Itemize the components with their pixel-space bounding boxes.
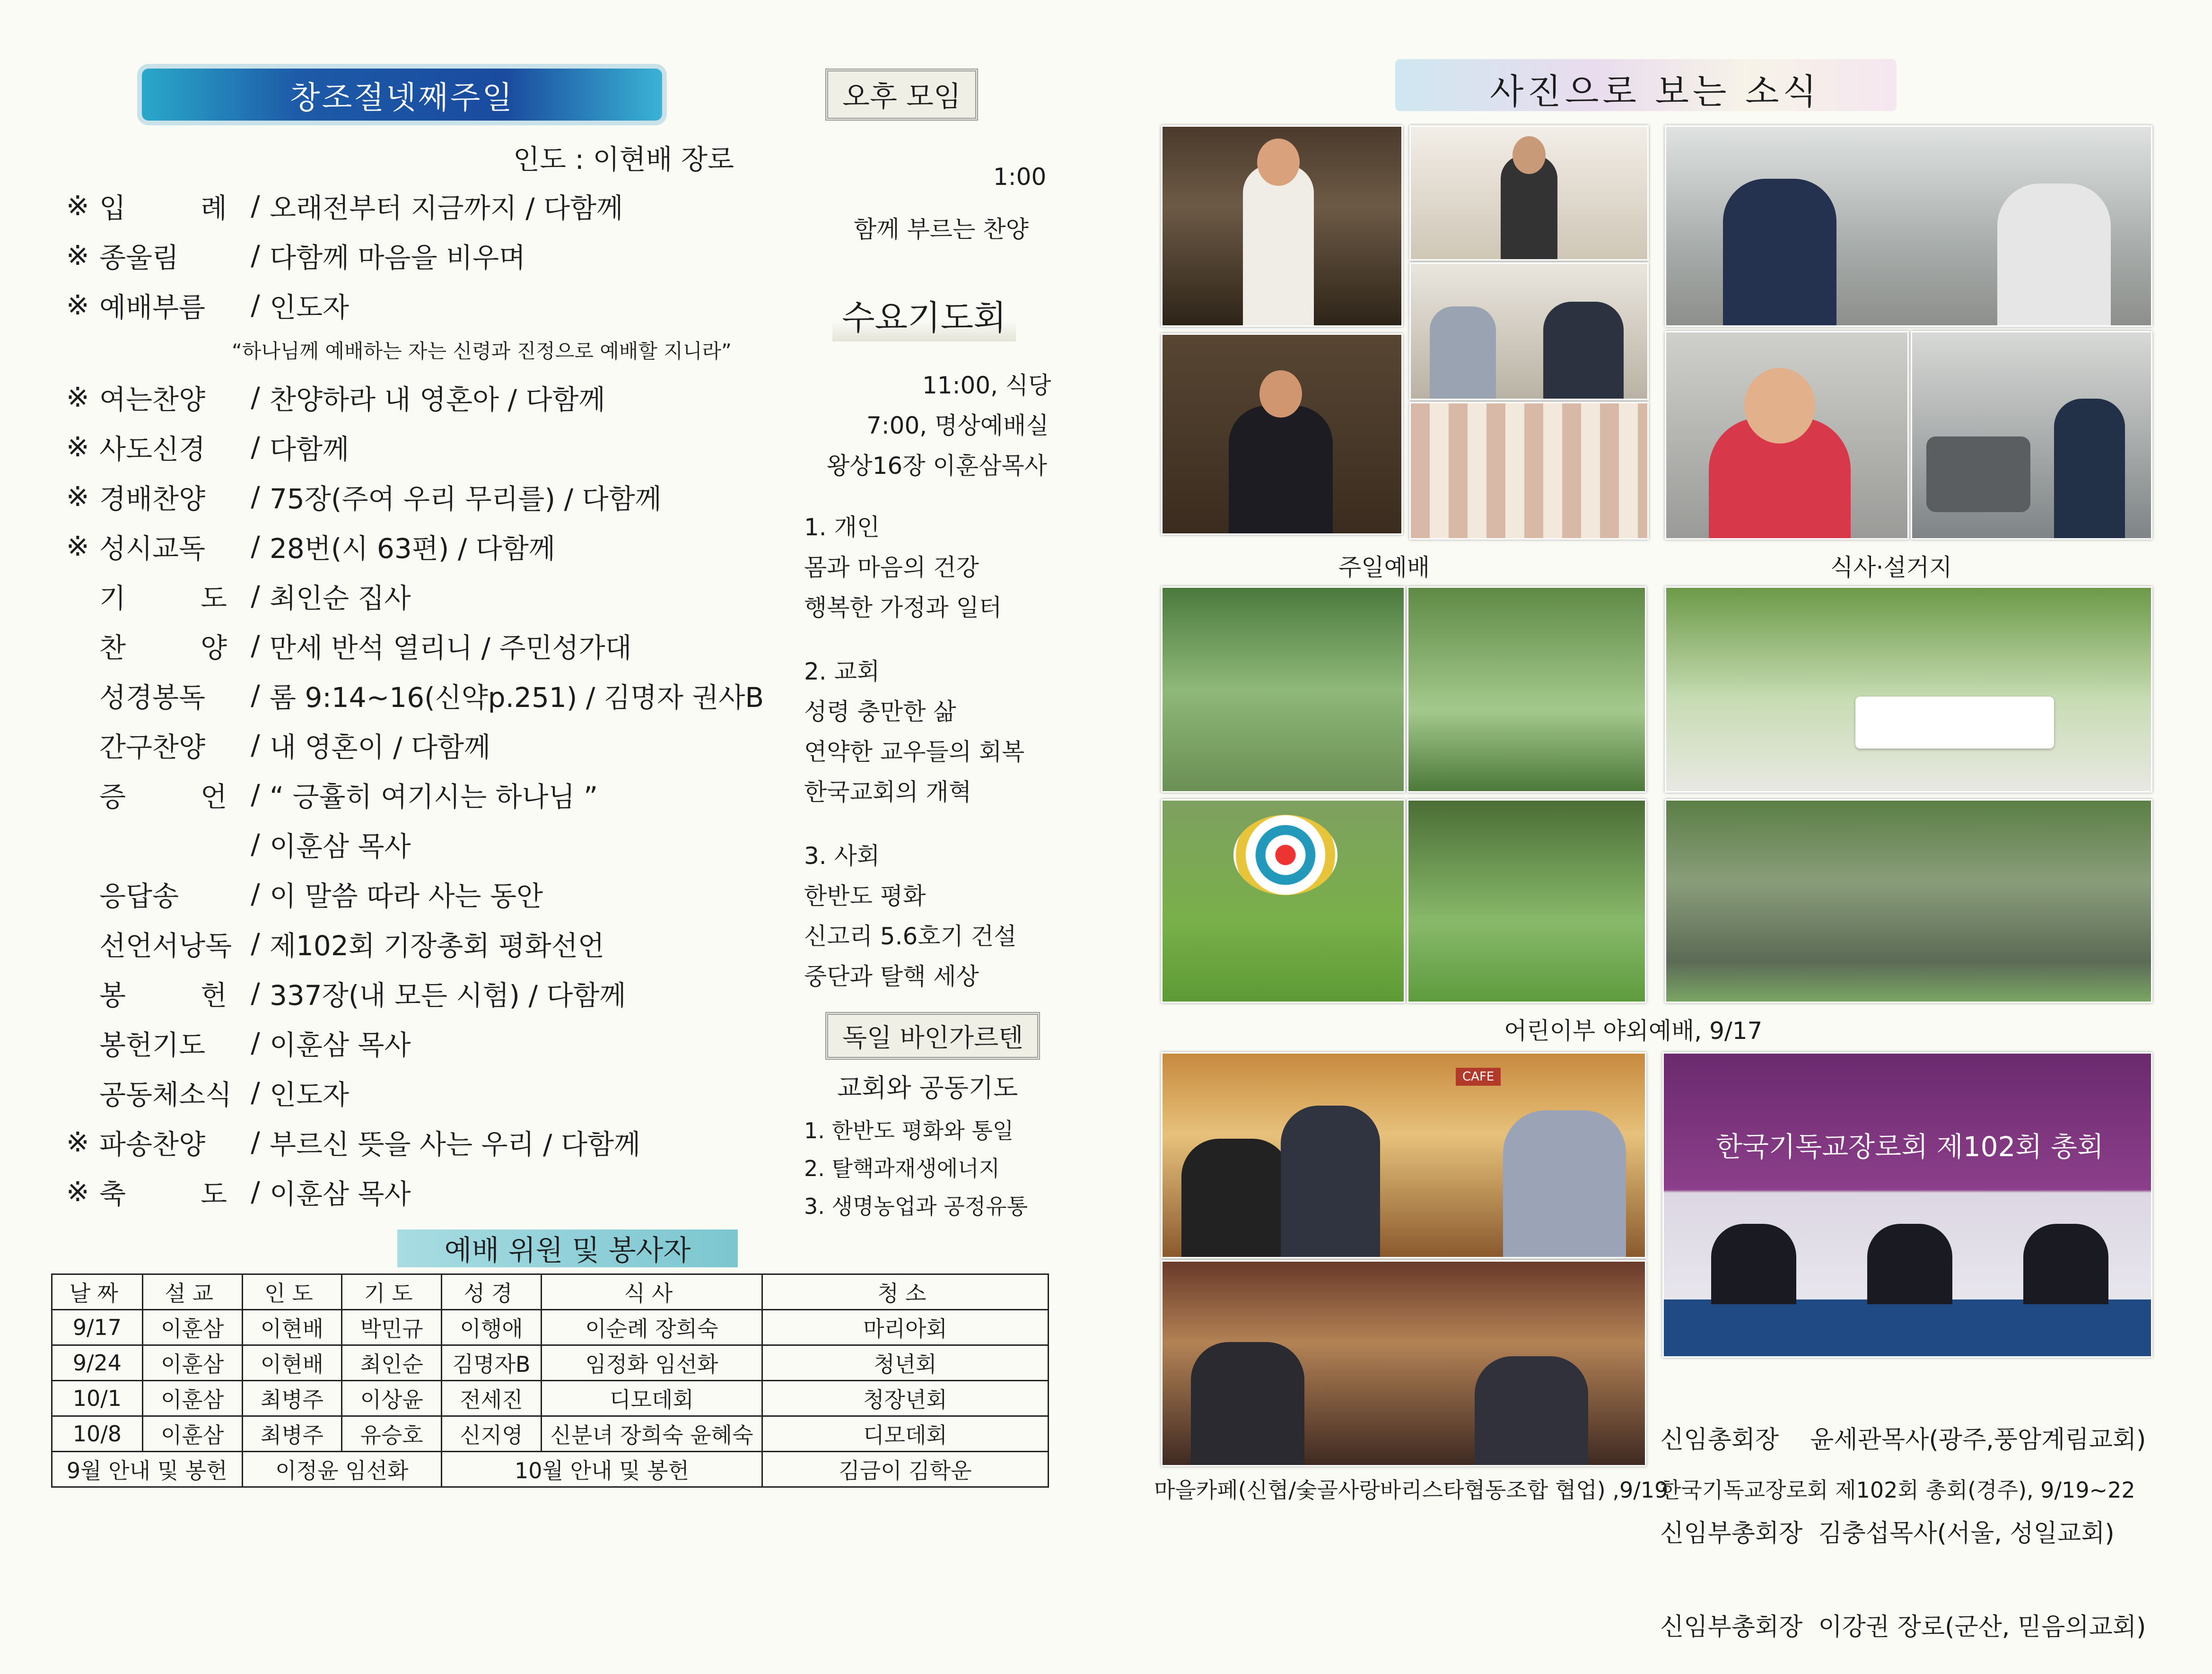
- separator: /: [251, 977, 260, 1009]
- separator: /: [251, 580, 260, 612]
- table-cell: 전세진: [442, 1381, 542, 1416]
- order-label: 봉헌기도: [99, 1029, 206, 1061]
- order-row: [66, 974, 626, 1012]
- table-row: [52, 1381, 1049, 1416]
- prayer-heading: 1. 개인: [804, 514, 880, 541]
- wed-line-3: 왕상16장 이훈삼목사: [827, 452, 1047, 480]
- order-row: [66, 924, 604, 962]
- required-mark: ※: [66, 381, 89, 413]
- order-text: 인도자: [270, 291, 350, 323]
- prayer-item: 연약한 교우들의 회복: [804, 738, 1025, 766]
- order-label: 선언서낭독: [99, 930, 232, 962]
- order-text: 부르신 뜻을 사는 우리 / 다함께: [270, 1128, 641, 1160]
- required-mark: ※: [66, 289, 89, 321]
- table-cell: 이현배: [242, 1310, 342, 1345]
- prayer-item: 한국교회의 개혁: [804, 778, 971, 806]
- separator: /: [251, 289, 260, 321]
- kitchen-photo-2: [1665, 331, 1909, 540]
- required-mark: ※: [66, 1126, 89, 1158]
- afternoon-desc: 함께 부르는 찬양: [854, 216, 1029, 243]
- order-row: [66, 1024, 411, 1062]
- weingarten-title: 독일 바인가르텐: [825, 1012, 1040, 1060]
- order-row: [66, 527, 555, 565]
- order-row: [66, 1123, 640, 1161]
- kitchen-photo-1: [1665, 125, 2152, 327]
- kids-photo-5: [1407, 799, 1646, 1003]
- order-text: 롬 9:14~16(신약p.251) / 김명자 권사B: [270, 681, 764, 714]
- order-text: “ 긍휼히 여기시는 하나님 ”: [270, 781, 598, 813]
- order-row: [66, 1073, 349, 1111]
- officer-line: 신임부총회장 이강권 장로(군산, 믿음의교회): [1660, 1613, 2146, 1641]
- table-header: 식사: [541, 1274, 762, 1310]
- table-row: [52, 1416, 1049, 1452]
- table-header: 기도: [342, 1274, 442, 1310]
- separator: /: [251, 190, 260, 222]
- required-mark: ※: [66, 530, 89, 562]
- prayer-heading: 2. 교회: [804, 658, 880, 685]
- table-cell: 이훈삼: [142, 1381, 242, 1416]
- order-label: 봉 헌: [99, 979, 227, 1011]
- prayer-item: 신고리 5.6호기 건설: [804, 923, 1017, 950]
- photo-news-title: 사진으로 보는 소식: [1490, 71, 1820, 112]
- afternoon-time: 1:00: [993, 163, 1047, 191]
- order-row: [66, 577, 411, 615]
- required-mark: ※: [66, 1176, 89, 1208]
- table-footer-row: [52, 1452, 1049, 1487]
- order-text: 337장(내 모든 시험) / 다함께: [270, 979, 626, 1011]
- table-footer-cell: 이정윤 임선화: [242, 1452, 442, 1487]
- table-cell: 유승호: [342, 1416, 442, 1452]
- order-row: [66, 776, 598, 813]
- separator: /: [251, 530, 260, 562]
- order-row: [66, 187, 623, 225]
- separator: /: [251, 1027, 260, 1059]
- officer-line: 신임총회장 윤세관목사(광주,풍암계림교회): [1660, 1426, 2146, 1454]
- officer-line: 신임부총회장 김충섭목사(서울, 성일교회): [1660, 1519, 2115, 1548]
- table-cell: 디모데회: [541, 1381, 762, 1416]
- order-text: 다함께: [270, 433, 350, 465]
- table-footer-cell: 9월 안내 및 봉헌: [52, 1452, 243, 1487]
- order-row: [66, 726, 490, 764]
- order-text: 최인순 집사: [270, 582, 411, 614]
- kids-photo-4: [1161, 799, 1405, 1003]
- required-mark: ※: [66, 480, 89, 513]
- leader-line: 인도 : 이현배 장로: [513, 143, 734, 175]
- order-label: 기 도: [99, 582, 227, 614]
- wednesday-prayer-title: 수요기도회: [832, 288, 1016, 341]
- separator: /: [251, 629, 260, 662]
- required-mark: ※: [66, 431, 89, 463]
- table-footer-cell: 10월 안내 및 봉헌: [442, 1452, 762, 1487]
- order-label: 응답송: [99, 880, 179, 912]
- table-cell: 이행애: [442, 1310, 542, 1345]
- separator: /: [251, 778, 260, 811]
- order-row: [66, 478, 662, 515]
- table-header: 설교: [142, 1274, 242, 1310]
- order-label: 사도신경: [99, 433, 206, 465]
- required-mark: ※: [66, 239, 89, 271]
- order-label: 찬 양: [99, 632, 227, 664]
- order-text: 만세 반석 열리니 / 주민성가대: [270, 632, 632, 664]
- order-label: 간구찬양: [99, 731, 206, 763]
- worship-photo-1: [1161, 125, 1403, 327]
- table-cell: 이훈삼: [142, 1416, 242, 1452]
- table-cell: 임정화 임선화: [541, 1345, 762, 1381]
- order-row: [66, 875, 543, 913]
- prayer-item: 성령 충만한 삶: [804, 698, 956, 725]
- table-cell: 이상윤: [342, 1381, 442, 1416]
- order-text: 75장(주여 우리 무리를) / 다함께: [270, 483, 662, 515]
- table-cell: 박민규: [342, 1310, 442, 1345]
- order-row: [66, 825, 411, 863]
- order-text: 인도자: [270, 1079, 350, 1111]
- afternoon-meeting-title: 오후 모임: [825, 69, 978, 121]
- table-cell: 9/17: [52, 1310, 143, 1345]
- table-cell: 이현배: [242, 1345, 342, 1381]
- order-row: [66, 378, 605, 416]
- table-cell: 최병주: [242, 1381, 342, 1416]
- prayer-item: 중단과 탈핵 세상: [804, 963, 979, 990]
- committee-title: 예배 위원 및 봉사자: [397, 1229, 738, 1267]
- kids-photo-3: [1665, 586, 2152, 793]
- separator: /: [251, 878, 260, 910]
- order-text: 찬양하라 내 영혼아 / 다함께: [270, 384, 605, 416]
- prayer-item: 몸과 마음의 건강: [804, 554, 979, 581]
- required-mark: ※: [66, 190, 89, 222]
- prayer-item: 한반도 평화: [804, 882, 926, 910]
- order-label: 파송찬양: [99, 1128, 206, 1160]
- table-header: 성경: [442, 1274, 542, 1310]
- separator: /: [251, 1076, 260, 1108]
- kids-photo-6: [1665, 799, 2152, 1003]
- separator: /: [251, 729, 260, 761]
- prayer-heading: 3. 사회: [804, 842, 880, 870]
- assembly-banner-text: 한국기독교장로회 제102회 총회: [1716, 1131, 2104, 1163]
- order-label: 증 언: [99, 781, 227, 813]
- kitchen-photo-3: [1911, 331, 2152, 540]
- order-label: 성경봉독: [99, 681, 206, 714]
- table-header: 청소: [762, 1274, 1048, 1310]
- table-cell: 10/8: [52, 1416, 143, 1452]
- order-row: [66, 1173, 411, 1211]
- caption-assembly: 한국기독교장로회 제102회 총회(경주), 9/19~22: [1660, 1477, 2135, 1503]
- caption-worship: 주일예배: [1338, 554, 1430, 581]
- order-label: 종울림: [99, 242, 179, 274]
- separator: /: [251, 1126, 260, 1158]
- separator: /: [251, 480, 260, 513]
- assembly-photo: [1662, 1052, 2152, 1358]
- order-label: 여는찬양: [99, 384, 206, 416]
- order-text: 제102회 기장총회 평화선언: [270, 930, 604, 962]
- table-cell: 청년회: [762, 1345, 1048, 1381]
- order-label: 축 도: [99, 1178, 227, 1210]
- cafe-photo-1: [1161, 1052, 1646, 1258]
- order-label: 예배부름: [99, 291, 206, 323]
- separator: /: [251, 431, 260, 463]
- table-cell: 최병주: [242, 1416, 342, 1452]
- caption-cafe: 마을카페(신협/숯골사랑바리스타협동조합 협업) ,9/19: [1154, 1477, 1669, 1503]
- table-header: 날짜: [52, 1274, 143, 1310]
- table-cell: 10/1: [52, 1381, 143, 1416]
- order-row: [66, 428, 349, 466]
- wed-line-1: 11:00, 식당: [922, 372, 1051, 399]
- order-text: 내 영혼이 / 다함께: [270, 731, 491, 763]
- table-cell: 디모데회: [762, 1416, 1048, 1452]
- title-banner: 창조절넷째주일: [142, 69, 662, 121]
- worship-photo-4: [1409, 262, 1649, 400]
- weingarten-item-3: 3. 생명농업과 공정유통: [804, 1194, 1028, 1219]
- weingarten-item-2: 2. 탈핵과재생에너지: [804, 1156, 1000, 1181]
- separator: /: [251, 1176, 260, 1208]
- table-cell: 김명자B: [442, 1345, 542, 1381]
- cafe-sign: CAFE: [1456, 1068, 1501, 1086]
- order-text: 오래전부터 지금까지 / 다함께: [270, 192, 623, 224]
- table-cell: 청장년회: [762, 1381, 1048, 1416]
- separator: /: [251, 381, 260, 413]
- table-cell: 이훈삼: [142, 1345, 242, 1381]
- volunteer-table: [51, 1273, 1049, 1488]
- table-cell: 이훈삼: [142, 1310, 242, 1345]
- table-footer-cell: 김금이 김학운: [762, 1452, 1048, 1487]
- order-label: 경배찬양: [99, 483, 206, 515]
- separator: /: [251, 679, 260, 711]
- table-header: 인도: [242, 1274, 342, 1310]
- separator: /: [251, 239, 260, 271]
- order-text: 이 말씀 따라 사는 동안: [270, 880, 543, 912]
- table-cell: 최인순: [342, 1345, 442, 1381]
- separator: /: [251, 927, 260, 959]
- order-row: [66, 627, 632, 664]
- wed-line-2: 7:00, 명상예배실: [866, 412, 1049, 439]
- assembly-officers: [1660, 1362, 2146, 1674]
- table-cell: 9/24: [52, 1345, 143, 1381]
- worship-photo-3: [1409, 125, 1649, 261]
- worship-photo-5: [1409, 402, 1649, 540]
- kids-photo-1: [1161, 586, 1405, 793]
- table-cell: 마리아회: [762, 1310, 1048, 1345]
- order-label: 입 례: [99, 192, 227, 224]
- caption-kids: 어린이부 야외예배, 9/17: [1504, 1017, 1763, 1045]
- order-row: [66, 286, 349, 324]
- order-label: 공동체소식: [99, 1079, 232, 1111]
- table-cell: 신분녀 장희숙 윤혜숙: [541, 1416, 762, 1452]
- table-cell: 신지영: [442, 1416, 542, 1452]
- order-row: [66, 676, 764, 714]
- order-text: 이훈삼 목사: [270, 830, 411, 863]
- worship-photo-2: [1161, 333, 1403, 535]
- order-row: [66, 236, 525, 274]
- order-label: 성시교독: [99, 532, 206, 565]
- cafe-photo-2: [1161, 1260, 1646, 1466]
- weingarten-subtitle: 교회와 공동기도: [837, 1073, 1018, 1103]
- table-row: [52, 1310, 1049, 1345]
- caption-meal: 식사·설거지: [1830, 554, 1952, 581]
- weingarten-item-1: 1. 한반도 평화와 통일: [804, 1118, 1014, 1143]
- prayer-item: 행복한 가정과 일터: [804, 594, 1002, 621]
- call-to-worship-quote: “하나님께 예배하는 자는 신령과 진정으로 예배할 지니라”: [232, 340, 732, 363]
- kids-photo-2: [1407, 586, 1646, 793]
- table-cell: 이순례 장희숙: [541, 1310, 762, 1345]
- order-text: 이훈삼 목사: [270, 1178, 411, 1210]
- order-text: 다함께 마음을 비우며: [270, 242, 526, 274]
- separator: /: [251, 828, 260, 860]
- order-text: 28번(시 63편) / 다함께: [270, 532, 555, 565]
- table-row: [52, 1345, 1049, 1381]
- order-text: 이훈삼 목사: [270, 1029, 411, 1061]
